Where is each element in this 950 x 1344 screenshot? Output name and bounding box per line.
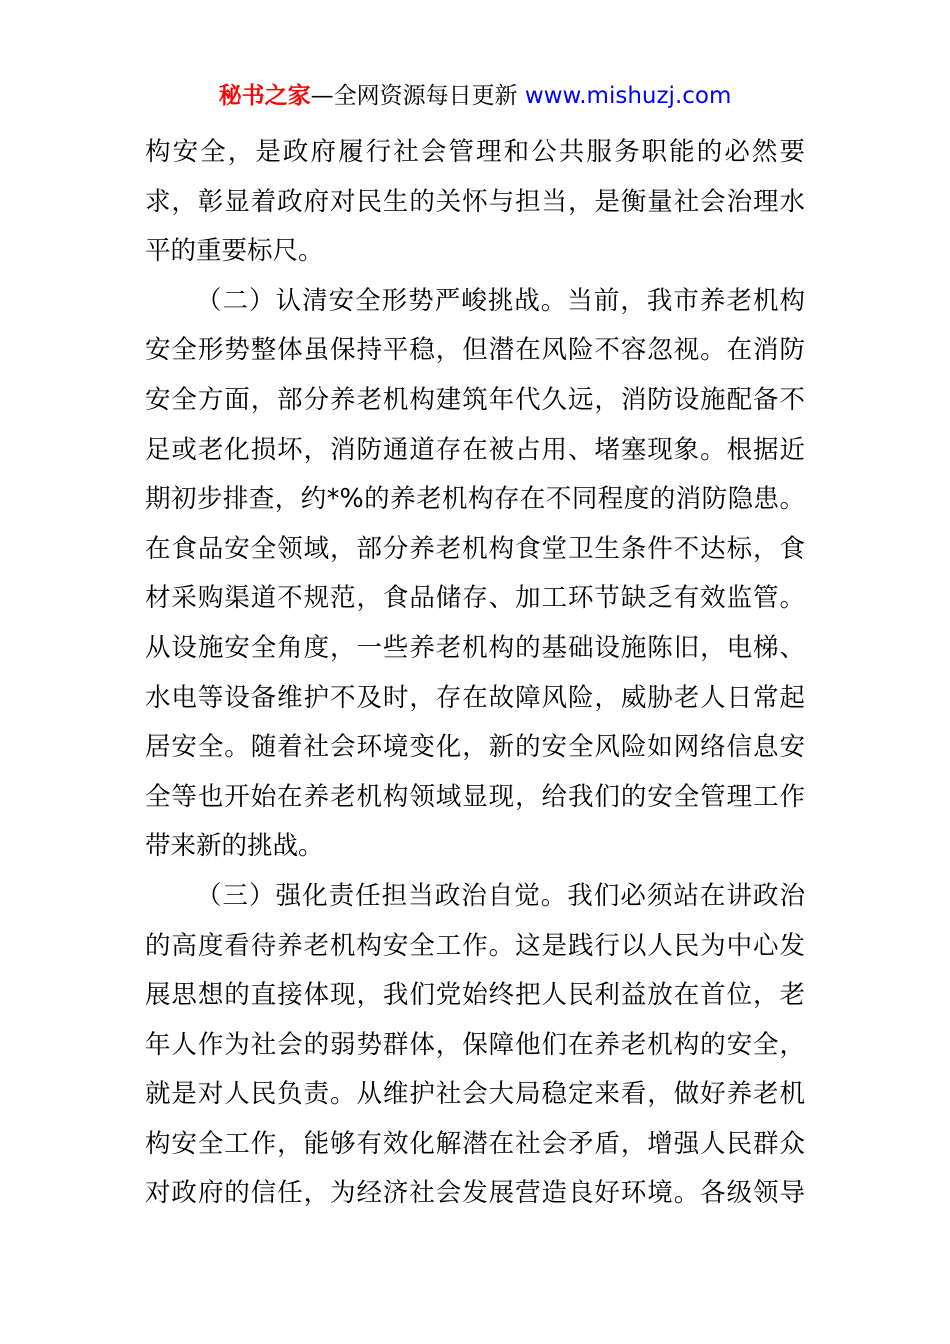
body-text [145,128,805,1219]
text-line: 从设施安全角度，一些养老机构的基础设施陈旧，电梯、 [145,632,805,663]
text-line: 居安全。随着社会环境变化，新的安全风险如网络信息安 [145,732,805,763]
text-line: 全等也开始在养老机构领域显现，给我们的安全管理工作 [145,781,805,812]
text-line: 期初步排查，约*%的养老机构存在不同程度的消防隐患。 [145,484,805,515]
section-heading-line: （三）强化责任担当政治自觉。我们必须站在讲政治 [196,880,805,911]
text-line: 在食品安全领域，部分养老机构食堂卫生条件不达标，食 [145,533,805,564]
text-line: 安全方面，部分养老机构建筑年代久远，消防设施配备不 [145,384,805,415]
text-line: 年人作为社会的弱势群体，保障他们在养老机构的安全， [145,1029,805,1060]
text-line: 展思想的直接体现，我们党始终把人民利益放在首位，老 [145,980,805,1011]
text-line: 求，彰显着政府对民生的关怀与担当，是衡量社会治理水 [145,186,805,217]
text-line: 构安全工作，能够有效化解潜在社会矛盾，增强人民群众 [145,1128,805,1159]
text-line: 材采购渠道不规范，食品储存、加工环节缺乏有效监管。 [145,583,805,614]
site-url-link[interactable]: www.mishuzj.com [524,83,732,109]
brand-name: 秘书之家 [218,83,311,109]
text-line: 安全形势整体虽保持平稳，但潜在风险不容忽视。在消防 [145,335,805,366]
page-header [0,78,950,114]
text-line: 对政府的信任，为经济社会发展营造良好环境。各级领导 [145,1178,805,1209]
text-line: 足或老化损坏，消防通道存在被占用、堵塞现象。根据近 [145,434,805,465]
text-line: 构安全，是政府履行社会管理和公共服务职能的必然要 [145,137,805,167]
text-line: 水电等设备维护不及时，存在故障风险，威胁老人日常起 [145,682,805,713]
text-line: 带来新的挑战。 [145,831,324,862]
text-line: 就是对人民负责。从维护社会大局稳定来看，做好养老机 [145,1079,805,1110]
text-line: 平的重要标尺。 [145,236,324,267]
header-tagline: —全网资源每日更新 [310,83,525,109]
text-line: 的高度看待养老机构安全工作。这是践行以人民为中心发 [145,930,805,961]
section-heading-line: （二）认清安全形势严峻挑战。当前，我市养老机构 [196,285,805,316]
